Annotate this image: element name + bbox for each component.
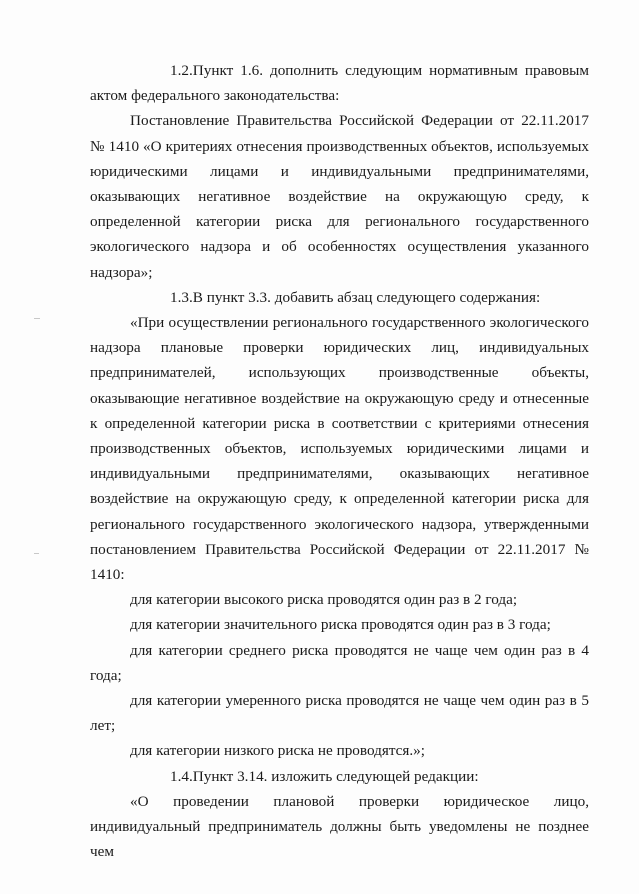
paragraph-text: Пункт 3.14. изложить следующей редакции: [192, 767, 479, 785]
paragraph-decree-reference [90, 108, 589, 284]
paragraph-1-2 [90, 58, 589, 108]
paragraph-text: «При осуществлении регионального государственного экологического надзора плановые проверки юридических лиц, индивидуальных предпринимателей, использующих производственные объекты, оказывающие негативное воздействие на окружающую среду и отнесенные к определенной категории риска в соответствии с критериями отнесения производственных объектов, используемых юридическими лицами и индивидуальными предпринимателями, оказывающих негативное воздействие на окружающую среду, к определенной категории риска для регионального государственного экологического надзора, утвержденными постановлением Правительства Российской Федерации от 22.11.2017 № 1410: [90, 314, 589, 584]
paragraph-inspection-rules [90, 310, 589, 587]
paragraph-1-4 [90, 764, 589, 789]
paragraph-text: Постановление Правительства Российской Федерации от 22.11.2017 № 1410 «О критериях отнесения производственных объектов, используемых юридическими лицами и индивидуальными предпринимателями, оказывающих негативное воздействие на окружающую среду, к определенной категории риска для регионального государственного экологического надзора и об особенностях осуществления указанного надзора»; [90, 112, 589, 281]
list-item-low-risk [90, 738, 589, 763]
paragraph-text: «О проведении плановой проверки юридическое лицо, индивидуальный предприниматель должны быть уведомлены не позднее чем [90, 792, 589, 861]
scan-margin-mark [34, 553, 39, 554]
paragraph-text: для категории умеренного риска проводятся не чаще чем один раз в 5 лет; [90, 692, 589, 735]
paragraph-number: 1.2. [170, 62, 193, 79]
paragraph-text: В пункт 3.3. добавить абзац следующего содержания: [192, 288, 541, 306]
list-item-moderate-risk [90, 688, 589, 738]
document-body [90, 58, 589, 865]
paragraph-text: для категории низкого риска не проводятся.»; [130, 742, 425, 760]
scan-margin-mark [34, 318, 40, 319]
paragraph-notification [90, 789, 589, 865]
paragraph-text: для категории высокого риска проводятся один раз в 2 года; [130, 591, 518, 609]
list-item-significant-risk [90, 612, 589, 637]
paragraph-text: для категории среднего риска проводятся не чаще чем один раз в 4 года; [90, 641, 589, 684]
paragraph-number: 1.4. [170, 767, 193, 785]
paragraph-number: 1.3. [170, 288, 193, 306]
list-item-medium-risk [90, 638, 589, 688]
paragraph-1-3 [90, 285, 589, 310]
paragraph-text: для категории значительного риска проводятся один раз в 3 года; [130, 616, 551, 634]
paragraph-text: Пункт 1.6. дополнить следующим нормативным правовым актом федерального законодательства: [90, 62, 589, 105]
list-item-high-risk [90, 587, 589, 612]
